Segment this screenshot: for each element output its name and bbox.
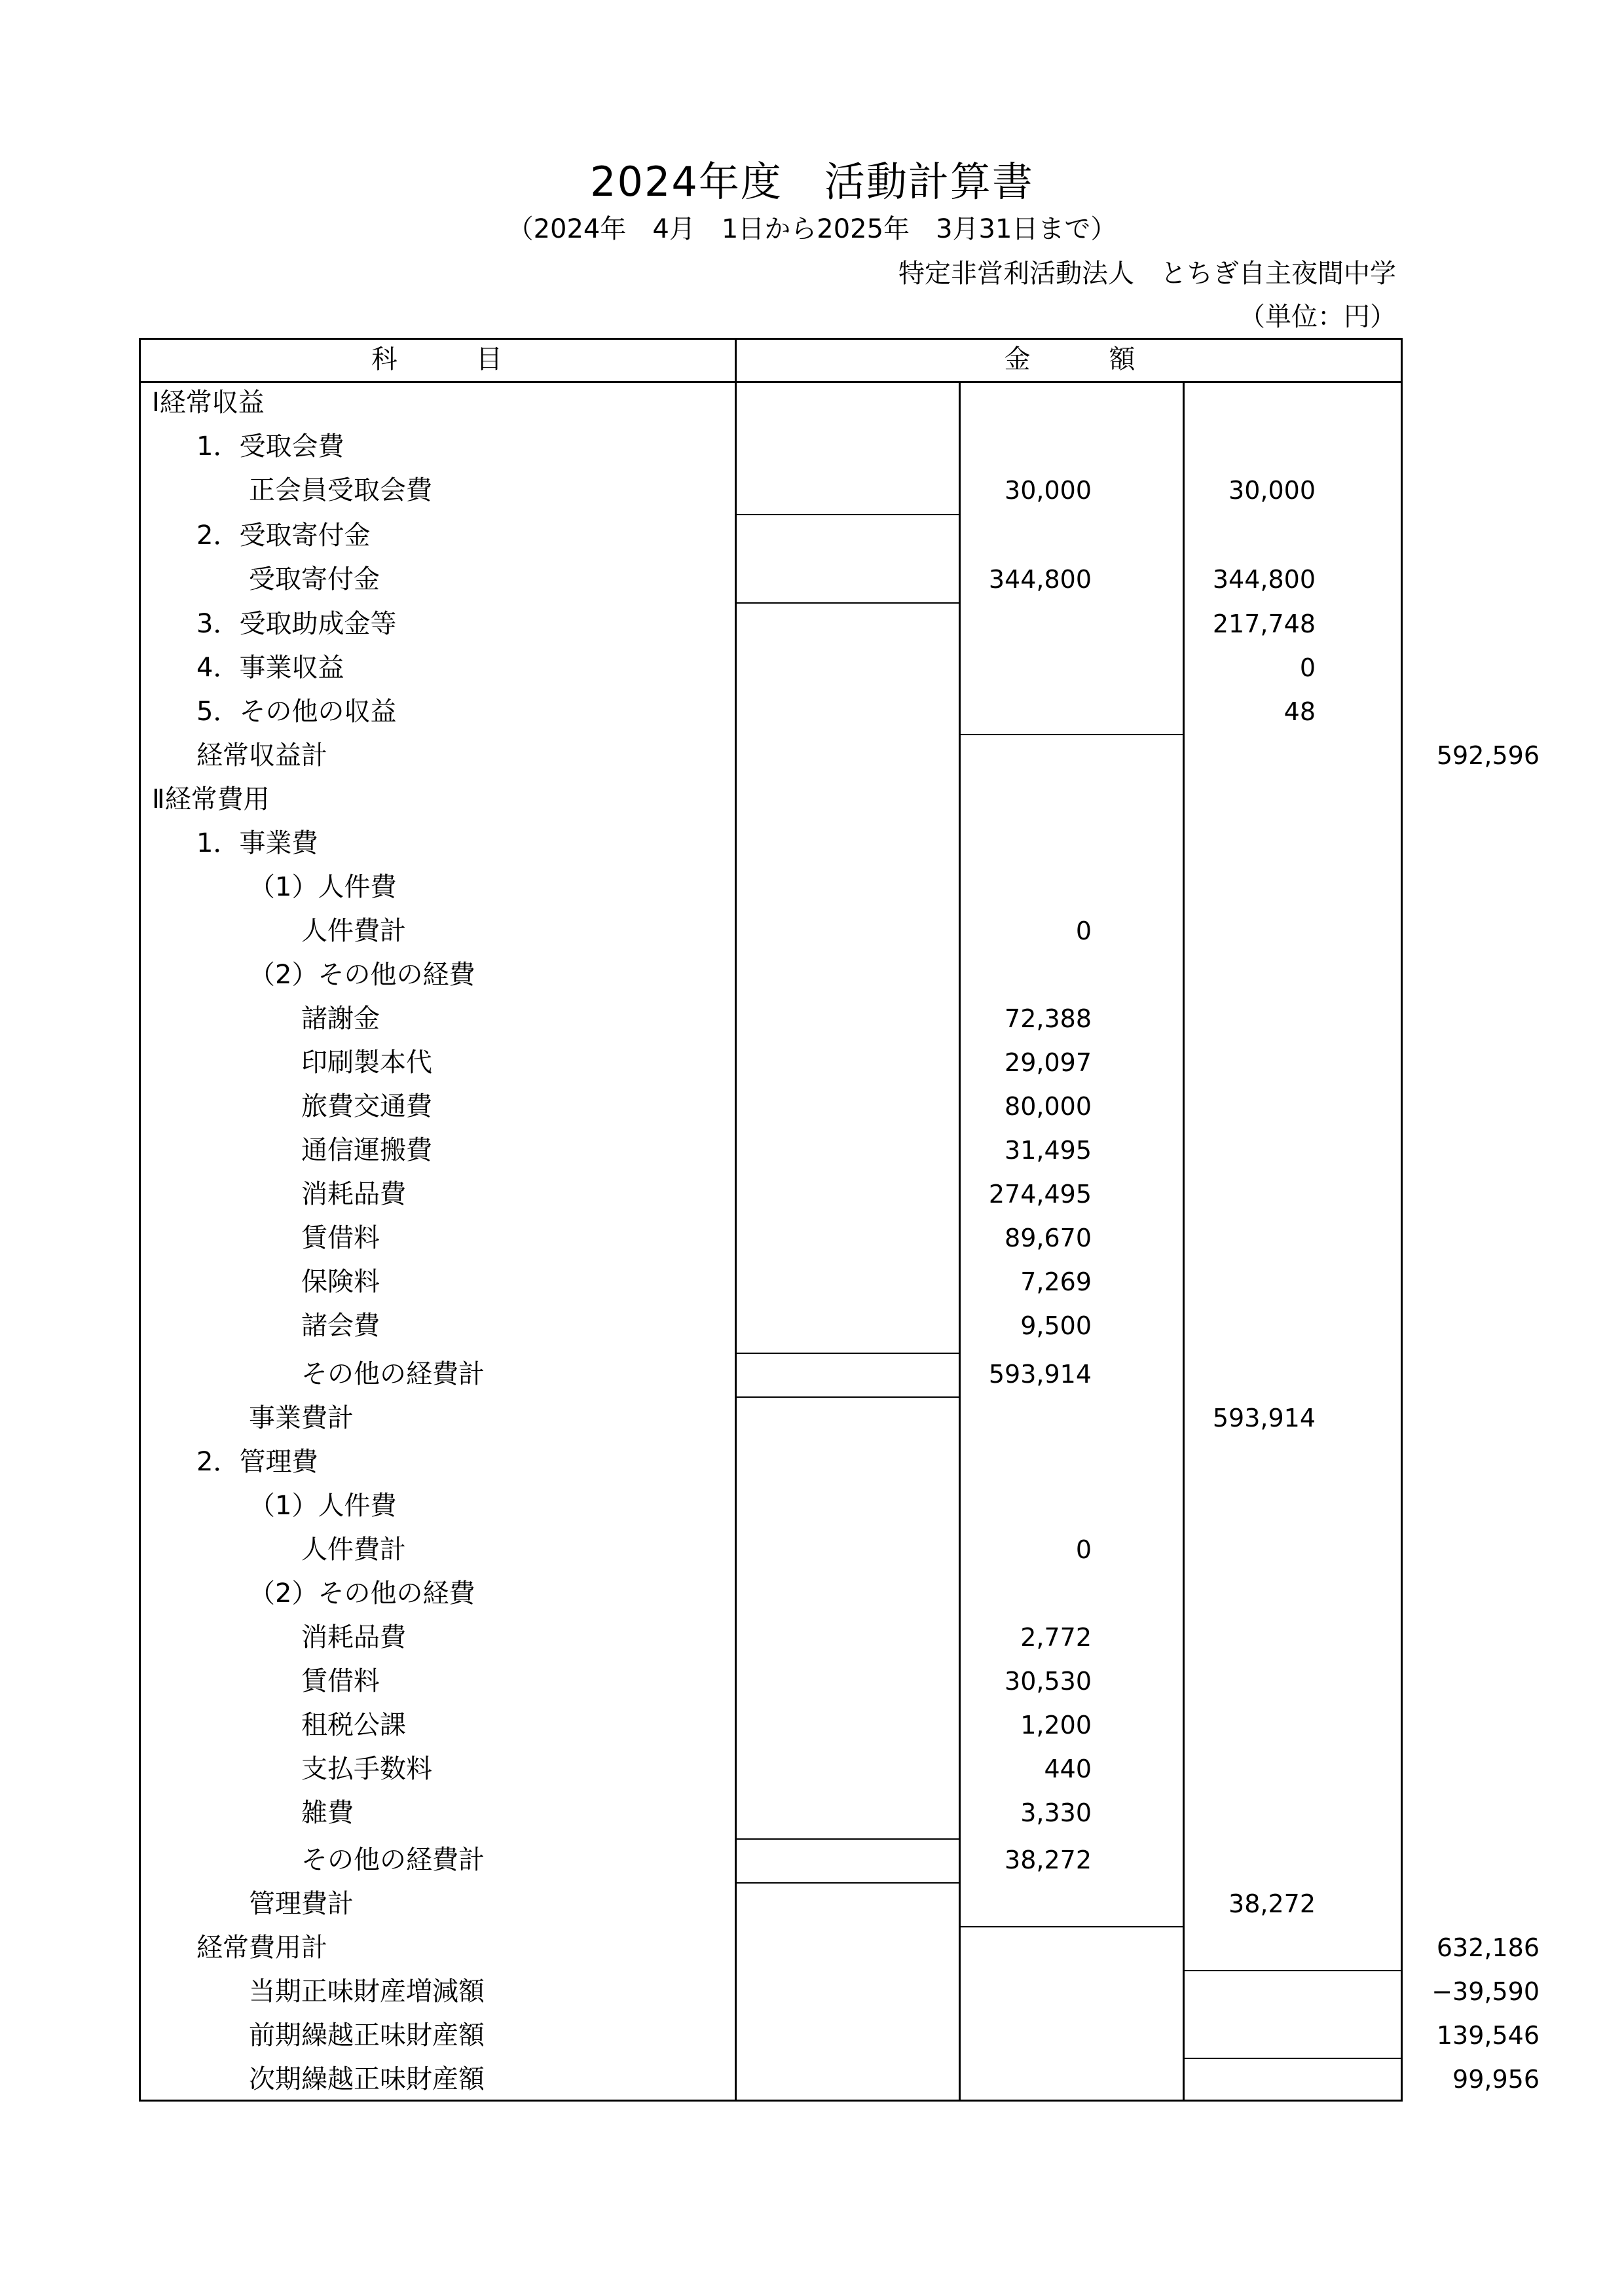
row-label: 次期繰越正味財産額 — [249, 2064, 485, 2094]
fiscal-period: （2024年 4月 1日から2025年 3月31日まで） — [507, 214, 1117, 244]
table-row — [139, 1260, 1403, 1304]
table-row — [139, 1572, 1403, 1616]
row-label: 1．受取会費 — [196, 431, 344, 462]
table-row — [139, 1926, 1540, 1970]
table-row — [139, 1173, 1403, 1216]
row-label: その他の経費計 — [301, 1845, 485, 1875]
amount-cell: 440 — [1044, 1755, 1092, 1783]
row-label: 人件費計 — [301, 916, 406, 946]
row-label: 2．受取寄付金 — [196, 520, 371, 551]
row-label: 諸会費 — [301, 1311, 380, 1341]
amount-cell: 3,330 — [1020, 1798, 1092, 1827]
amount-cell: 2,772 — [1020, 1623, 1092, 1652]
table-row — [139, 1528, 1403, 1572]
table-row — [139, 778, 1403, 822]
table-row — [139, 1353, 1403, 1396]
unit-label: （単位：円） — [1239, 302, 1396, 332]
row-label: 保険料 — [301, 1267, 380, 1297]
row-label: （2）その他の経費 — [249, 1578, 475, 1609]
amount-cell: 217,748 — [1212, 610, 1316, 638]
amount-cell: 139,546 — [1436, 2021, 1540, 2050]
row-label: 雑費 — [301, 1798, 354, 1828]
row-label: 消耗品費 — [301, 1179, 406, 1209]
row-label: 賃借料 — [301, 1666, 380, 1696]
table-row — [139, 1396, 1403, 1440]
table-row — [139, 1616, 1403, 1660]
amount-cell: 0 — [1075, 917, 1092, 945]
amount-cell: 344,800 — [988, 565, 1092, 594]
table-row — [139, 1216, 1403, 1260]
row-label: 管理費計 — [249, 1889, 354, 1919]
table-row — [139, 1085, 1403, 1129]
table-row — [139, 1838, 1403, 1882]
header-subject: 科 目 — [371, 344, 502, 374]
table-row — [139, 1484, 1403, 1528]
table-row — [139, 822, 1403, 866]
amount-cell: 29,097 — [1005, 1048, 1092, 1077]
amount-cell: 7,269 — [1020, 1267, 1092, 1296]
organization-name: 特定非営利活動法人 とちぎ自主夜間中学 — [898, 259, 1396, 289]
amount-cell: 1,200 — [1020, 1711, 1092, 1740]
row-label: 3．受取助成金等 — [196, 609, 397, 639]
table-row — [139, 2014, 1540, 2058]
amount-cell: 30,000 — [1005, 476, 1092, 505]
amount-cell: 592,596 — [1436, 741, 1540, 770]
table-row — [139, 1440, 1403, 1484]
document-title: 2024年度 活動計算書 — [590, 158, 1034, 206]
row-label: 正会員受取会費 — [249, 475, 432, 505]
table-row — [139, 1791, 1403, 1835]
table-row — [139, 866, 1403, 909]
row-label: 当期正味財産増減額 — [249, 1977, 485, 2007]
amount-cell: 31,495 — [1005, 1136, 1092, 1165]
row-label: 印刷製本代 — [301, 1048, 432, 1078]
table-row — [139, 381, 1403, 425]
table-row — [139, 1304, 1403, 1348]
row-label: 経常収益計 — [196, 740, 327, 771]
table-row — [139, 1704, 1403, 1747]
amount-cell: 99,956 — [1452, 2065, 1540, 2094]
amount-cell: 72,388 — [1005, 1004, 1092, 1033]
row-label: 前期繰越正味財産額 — [249, 2020, 485, 2050]
amount-cell: −39,590 — [1431, 1977, 1540, 2006]
row-label: （1）人件費 — [249, 1491, 397, 1521]
table-row — [139, 1970, 1540, 2014]
table-row — [139, 1660, 1403, 1704]
row-label: 人件費計 — [301, 1535, 406, 1565]
table-row — [139, 953, 1403, 997]
row-label: Ⅰ経常収益 — [152, 388, 265, 418]
header-amount: 金 額 — [1004, 344, 1135, 374]
row-label: 5．その他の収益 — [196, 697, 397, 727]
row-label: 受取寄付金 — [249, 564, 380, 594]
amount-cell: 632,186 — [1436, 1933, 1540, 1962]
table-row — [139, 1747, 1403, 1791]
row-label: 2．管理費 — [196, 1447, 318, 1477]
row-label: 支払手数料 — [301, 1754, 432, 1784]
table-row — [139, 1129, 1403, 1173]
amount-cell: 0 — [1299, 653, 1316, 682]
row-label: 4．事業収益 — [196, 653, 344, 683]
row-label: （2）その他の経費 — [249, 960, 475, 990]
row-label: 経常費用計 — [196, 1933, 327, 1963]
amount-cell: 593,914 — [1212, 1404, 1316, 1432]
table-row — [139, 469, 1403, 513]
row-label: 消耗品費 — [301, 1622, 406, 1652]
amount-cell: 593,914 — [988, 1360, 1092, 1389]
row-label: 租税公課 — [301, 1710, 406, 1740]
amount-cell: 38,272 — [1005, 1846, 1092, 1874]
table-row — [139, 909, 1403, 953]
amount-cell: 0 — [1075, 1535, 1092, 1564]
table-row — [139, 1882, 1403, 1926]
row-label: 事業費計 — [249, 1403, 354, 1433]
amount-cell: 38,272 — [1228, 1889, 1316, 1918]
row-label: Ⅱ経常費用 — [152, 784, 270, 814]
table-row — [139, 734, 1540, 778]
row-label: 諸謝金 — [301, 1004, 380, 1034]
row-label: その他の経費計 — [301, 1359, 485, 1389]
table-row — [139, 646, 1403, 690]
table-row — [139, 690, 1403, 734]
amount-cell: 30,000 — [1228, 476, 1316, 505]
row-label: （1）人件費 — [249, 872, 397, 902]
amount-cell: 89,670 — [1005, 1224, 1092, 1252]
row-label: 1．事業費 — [196, 828, 318, 858]
table-row — [139, 425, 1403, 469]
amount-cell: 274,495 — [988, 1180, 1092, 1209]
row-label: 賃借料 — [301, 1223, 380, 1253]
amount-cell: 48 — [1283, 697, 1316, 726]
row-label: 旅費交通費 — [301, 1091, 432, 1121]
amount-cell: 30,530 — [1005, 1667, 1092, 1696]
amount-cell: 80,000 — [1005, 1092, 1092, 1121]
table-row — [139, 558, 1403, 602]
amount-cell: 9,500 — [1020, 1311, 1092, 1340]
table-row — [139, 2058, 1540, 2102]
table-row — [139, 514, 1403, 558]
table-row — [139, 997, 1403, 1041]
row-label: 通信運搬費 — [301, 1135, 432, 1165]
amount-cell: 344,800 — [1212, 565, 1316, 594]
table-row — [139, 1041, 1403, 1085]
table-row — [139, 602, 1403, 646]
